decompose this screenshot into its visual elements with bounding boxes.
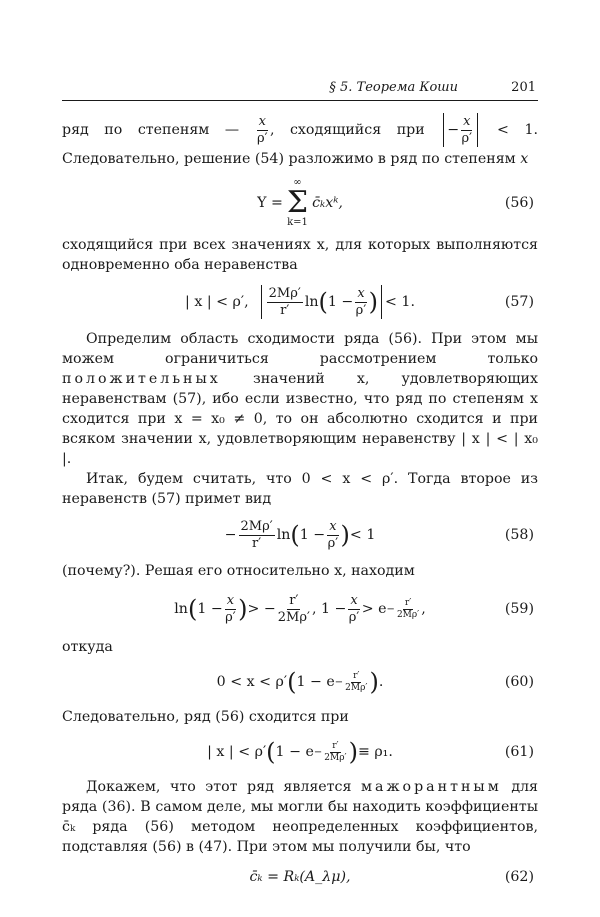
page [62, 78, 538, 897]
paragraph-3: Определим область сходимости ряда (56). При этом мы можем ограничиться рассмотрением только положительных значений x, удовлетворяющих неравенствам (57), ибо если известно, что ряд по степеням x сходится при x = x₀ ≠ 0, то он абсолютно сходится и при всяком значении x, удовлетворяющим неравенству | x | < | x₀ |. [62, 331, 538, 467]
equation-57: | x | < ρ′, $\frac{2M\rho'}{r'}$ ln ( 1 − $\frac{x}{\rho'}$ ) < 1. (57) [185, 285, 534, 318]
running-head [62, 78, 538, 101]
equation-60: 0 < x < ρ′ ( 1 − e − $\frac{r'}{2M\rho'}$ ) . (60) [216, 668, 534, 696]
body-text [62, 113, 538, 897]
paragraph-5: (почему?). Решая его относительно x, находим [62, 563, 415, 579]
equation-label: (56) [504, 195, 534, 211]
equation-56: Y = ∞ Σ k=1 c̄ₖxᵏ, (56) [257, 177, 534, 228]
paragraph-7: Следовательно, ряд (56) сходится при [62, 709, 349, 725]
paragraph-8: Докажем, что этот ряд является мажорантным для ряда (36). В самом деле, мы могли бы находить коэффициенты c̄ₖ ряда (56) методом неопределенных коэффициентов, подставляя (56) в (47). При этом мы получили бы, что [62, 779, 539, 855]
page-number: 201 [511, 80, 536, 95]
equation-59: ln ( 1 − $\frac{x}{\rho'}$ ) > − $\frac{r'}{2M\rho'}$ , 1 − $\frac{x}{\rho'}$ > e − $\frac{r'}{2M\rho'}$ , (59) [174, 592, 534, 625]
equation-61: | x | < ρ′ ( 1 − e − $\frac{r'}{2M\rho'}$ ) ≡ ρ₁. (61) [207, 738, 534, 766]
section-title: § 5. Теорема Коши [329, 80, 458, 95]
paragraph-6: откуда [62, 639, 113, 655]
equation-62: c̄ₖ = Rₖ(A_λμ), (62) [249, 869, 534, 885]
equation-58: − $\frac{2M\rho'}{r'}$ ln ( 1 − $\frac{x}{\rho'}$ ) < 1 (58) [224, 518, 534, 551]
paragraph-4: Итак, будем считать, что 0 < x < ρ′. Тогда второе из неравенств (57) примет вид [62, 471, 538, 507]
paragraph-1: ряд по степеням — $\frac{x}{\rho'}$ , сходящийся при − $\frac{x}{\rho'}$ < 1. Следовательно, решение (54) разложимо в ряд по степеням x [62, 113, 538, 167]
paragraph-2: сходящийся при всех значениях x, для которых выполняются одновременно оба неравенства [62, 237, 538, 273]
fraction: $\frac{x}{\rho'}$ [256, 113, 268, 146]
